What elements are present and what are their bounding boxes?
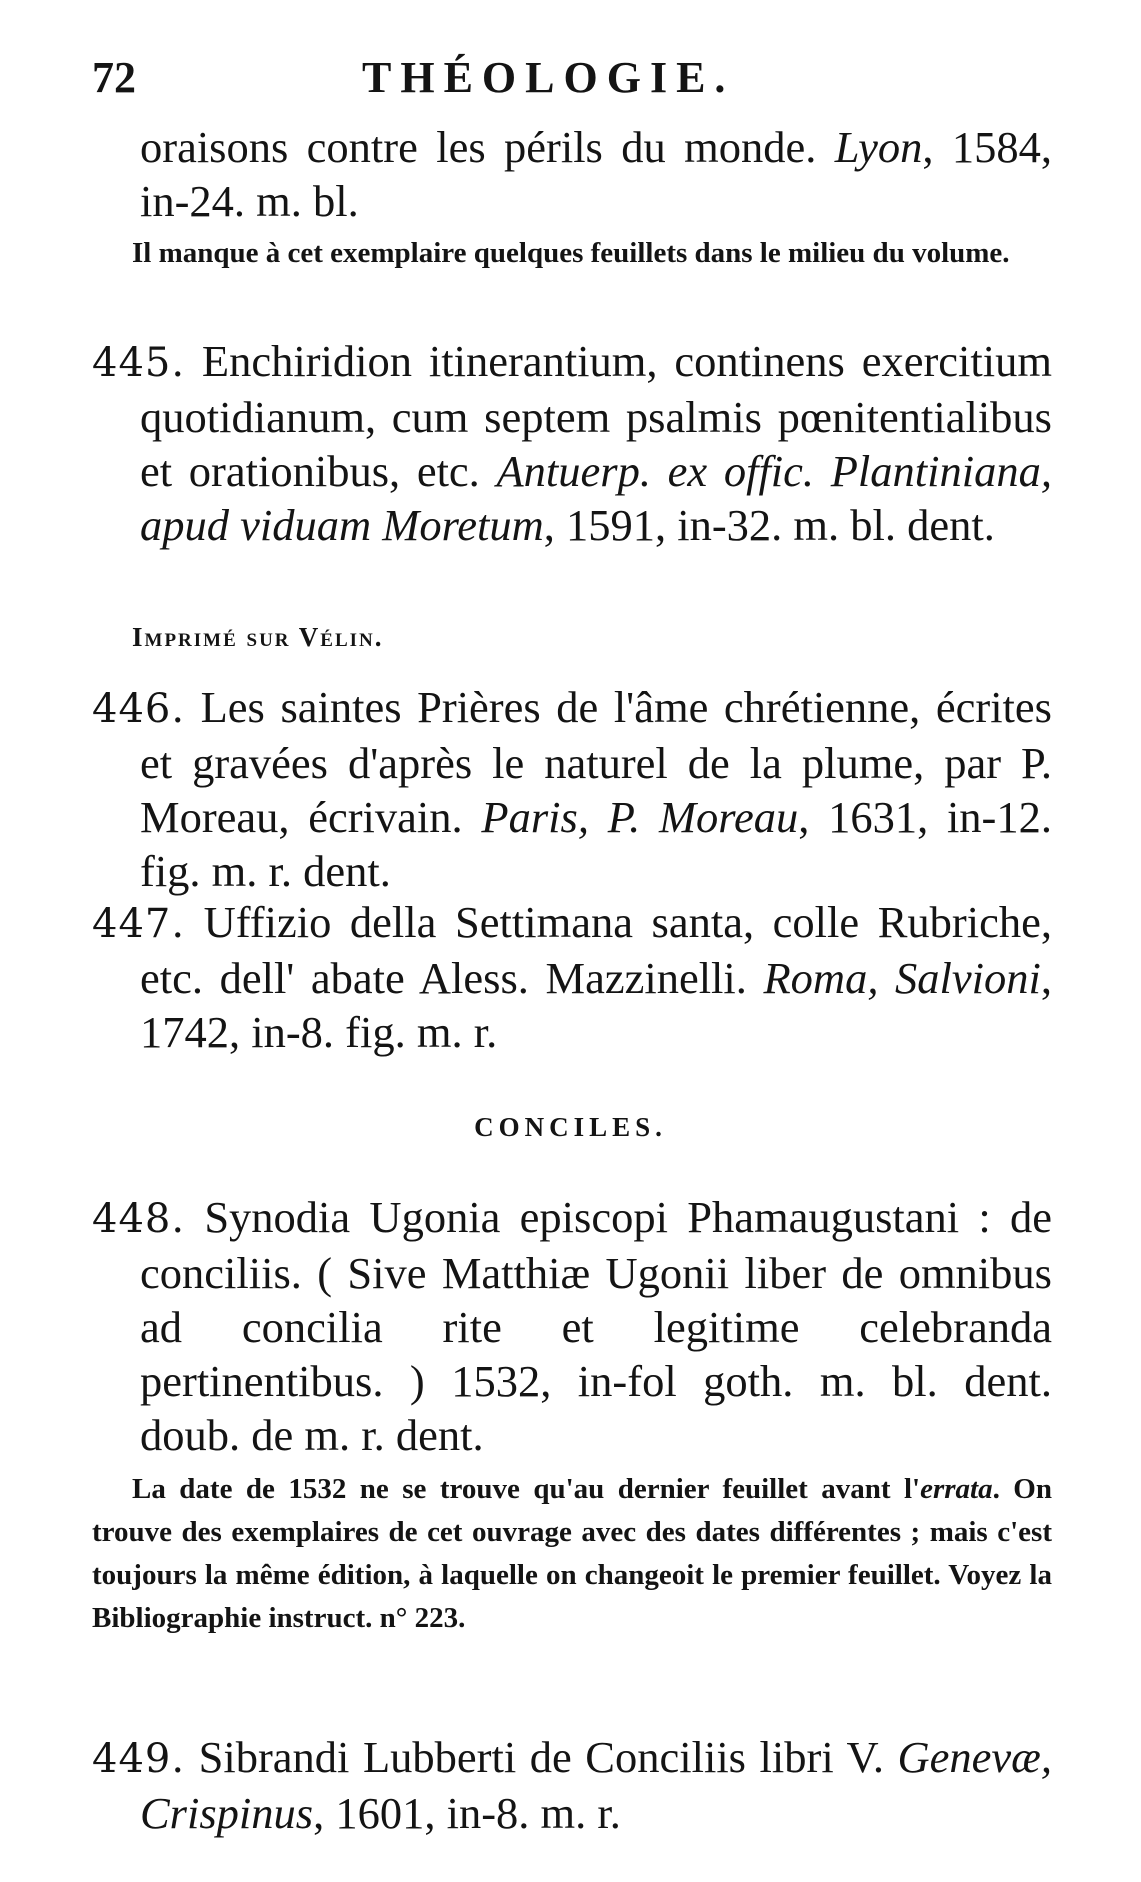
entry-447-number: 447. — [92, 901, 186, 947]
entry-445-imprint: Antuerp. ex offic. Plantiniana, apud viduam Moretum — [140, 446, 1052, 550]
section-heading-conciles: CONCILES. — [474, 1112, 667, 1142]
entry-447-details: , 1742, in-8. fig. m. r. — [140, 953, 1052, 1057]
running-head — [92, 50, 1052, 110]
note-448-errata: errata — [920, 1473, 993, 1505]
entry-449-details: , 1601, in-8. m. r. — [313, 1788, 621, 1838]
entry-448-text: Synodia Ugonia episcopi Phamaugustani : de conciliis. ( Sive Matthiæ Ugonii liber de omnibus ad concilia rite et legitime celebranda pertinentibus. ) 1532, in-fol goth. m. bl. dent. doub. de m. r. dent. — [140, 1192, 1052, 1460]
entry-444-line-2: in-24. m. bl. — [140, 176, 359, 226]
entry-446 — [92, 680, 1052, 898]
entry-447 — [92, 895, 1052, 1059]
entry-446-details: , 1631, in-12. fig. m. r. dent. — [140, 792, 1052, 896]
entry-445 — [92, 334, 1052, 552]
page-number: 72 — [92, 53, 136, 102]
note-448: La date de 1532 ne se trouve qu'au dernier feuillet avant l'errata. On trouve des exemplaires de cet ouvrage avec des dates différentes ; mais c'est toujours la même édition, à laquelle on changeoit le premier feuillet. Voyez la Bibliographie instruct. n° 223. — [92, 1473, 1052, 1634]
entry-444-continuation — [92, 120, 1052, 228]
note-444: Il manque à cet exemplaire quelques feuillets dans le milieu du volume. — [132, 237, 1010, 269]
entry-446-imprint: Paris, P. Moreau — [481, 792, 799, 842]
entry-449-number: 449. — [92, 1736, 186, 1782]
entry-447-imprint: Roma, Salvioni — [763, 953, 1041, 1003]
entry-449-imprint: Genevæ, Crispinus — [140, 1732, 1052, 1838]
entry-446-text: Les saintes Prières de l'âme chrétienne, écrites et gravées d'après le naturel de la plume, par P. Moreau, écrivain. — [140, 682, 1052, 842]
entry-445-number: 445. — [92, 340, 186, 386]
entry-448 — [92, 1190, 1052, 1462]
entry-445-details: , 1591, in-32. m. bl. dent. — [543, 500, 995, 550]
entry-446-number: 446. — [92, 686, 186, 732]
entry-448-number: 448. — [92, 1196, 186, 1242]
entry-449-text: Sibrandi Lubberti de Conciliis libri V. — [185, 1732, 898, 1782]
note-445: Imprimé sur Vélin. — [132, 622, 384, 652]
entry-444-place: Lyon — [834, 122, 923, 172]
entry-445-text: Enchiridion itinerantium, continens exercitium quotidianum, cum septem psalmis pœnitentialibus et orationibus, etc. — [140, 336, 1052, 496]
running-title: THÉOLOGIE. — [362, 53, 735, 102]
entry-444-line-1: oraisons contre les périls du monde. Lyon, 1584, — [140, 122, 1052, 172]
entry-447-text: Uffizio della Settimana santa, colle Rubriche, etc. dell' abate Aless. Mazzinelli. — [140, 897, 1052, 1003]
entry-449 — [92, 1730, 1052, 1840]
